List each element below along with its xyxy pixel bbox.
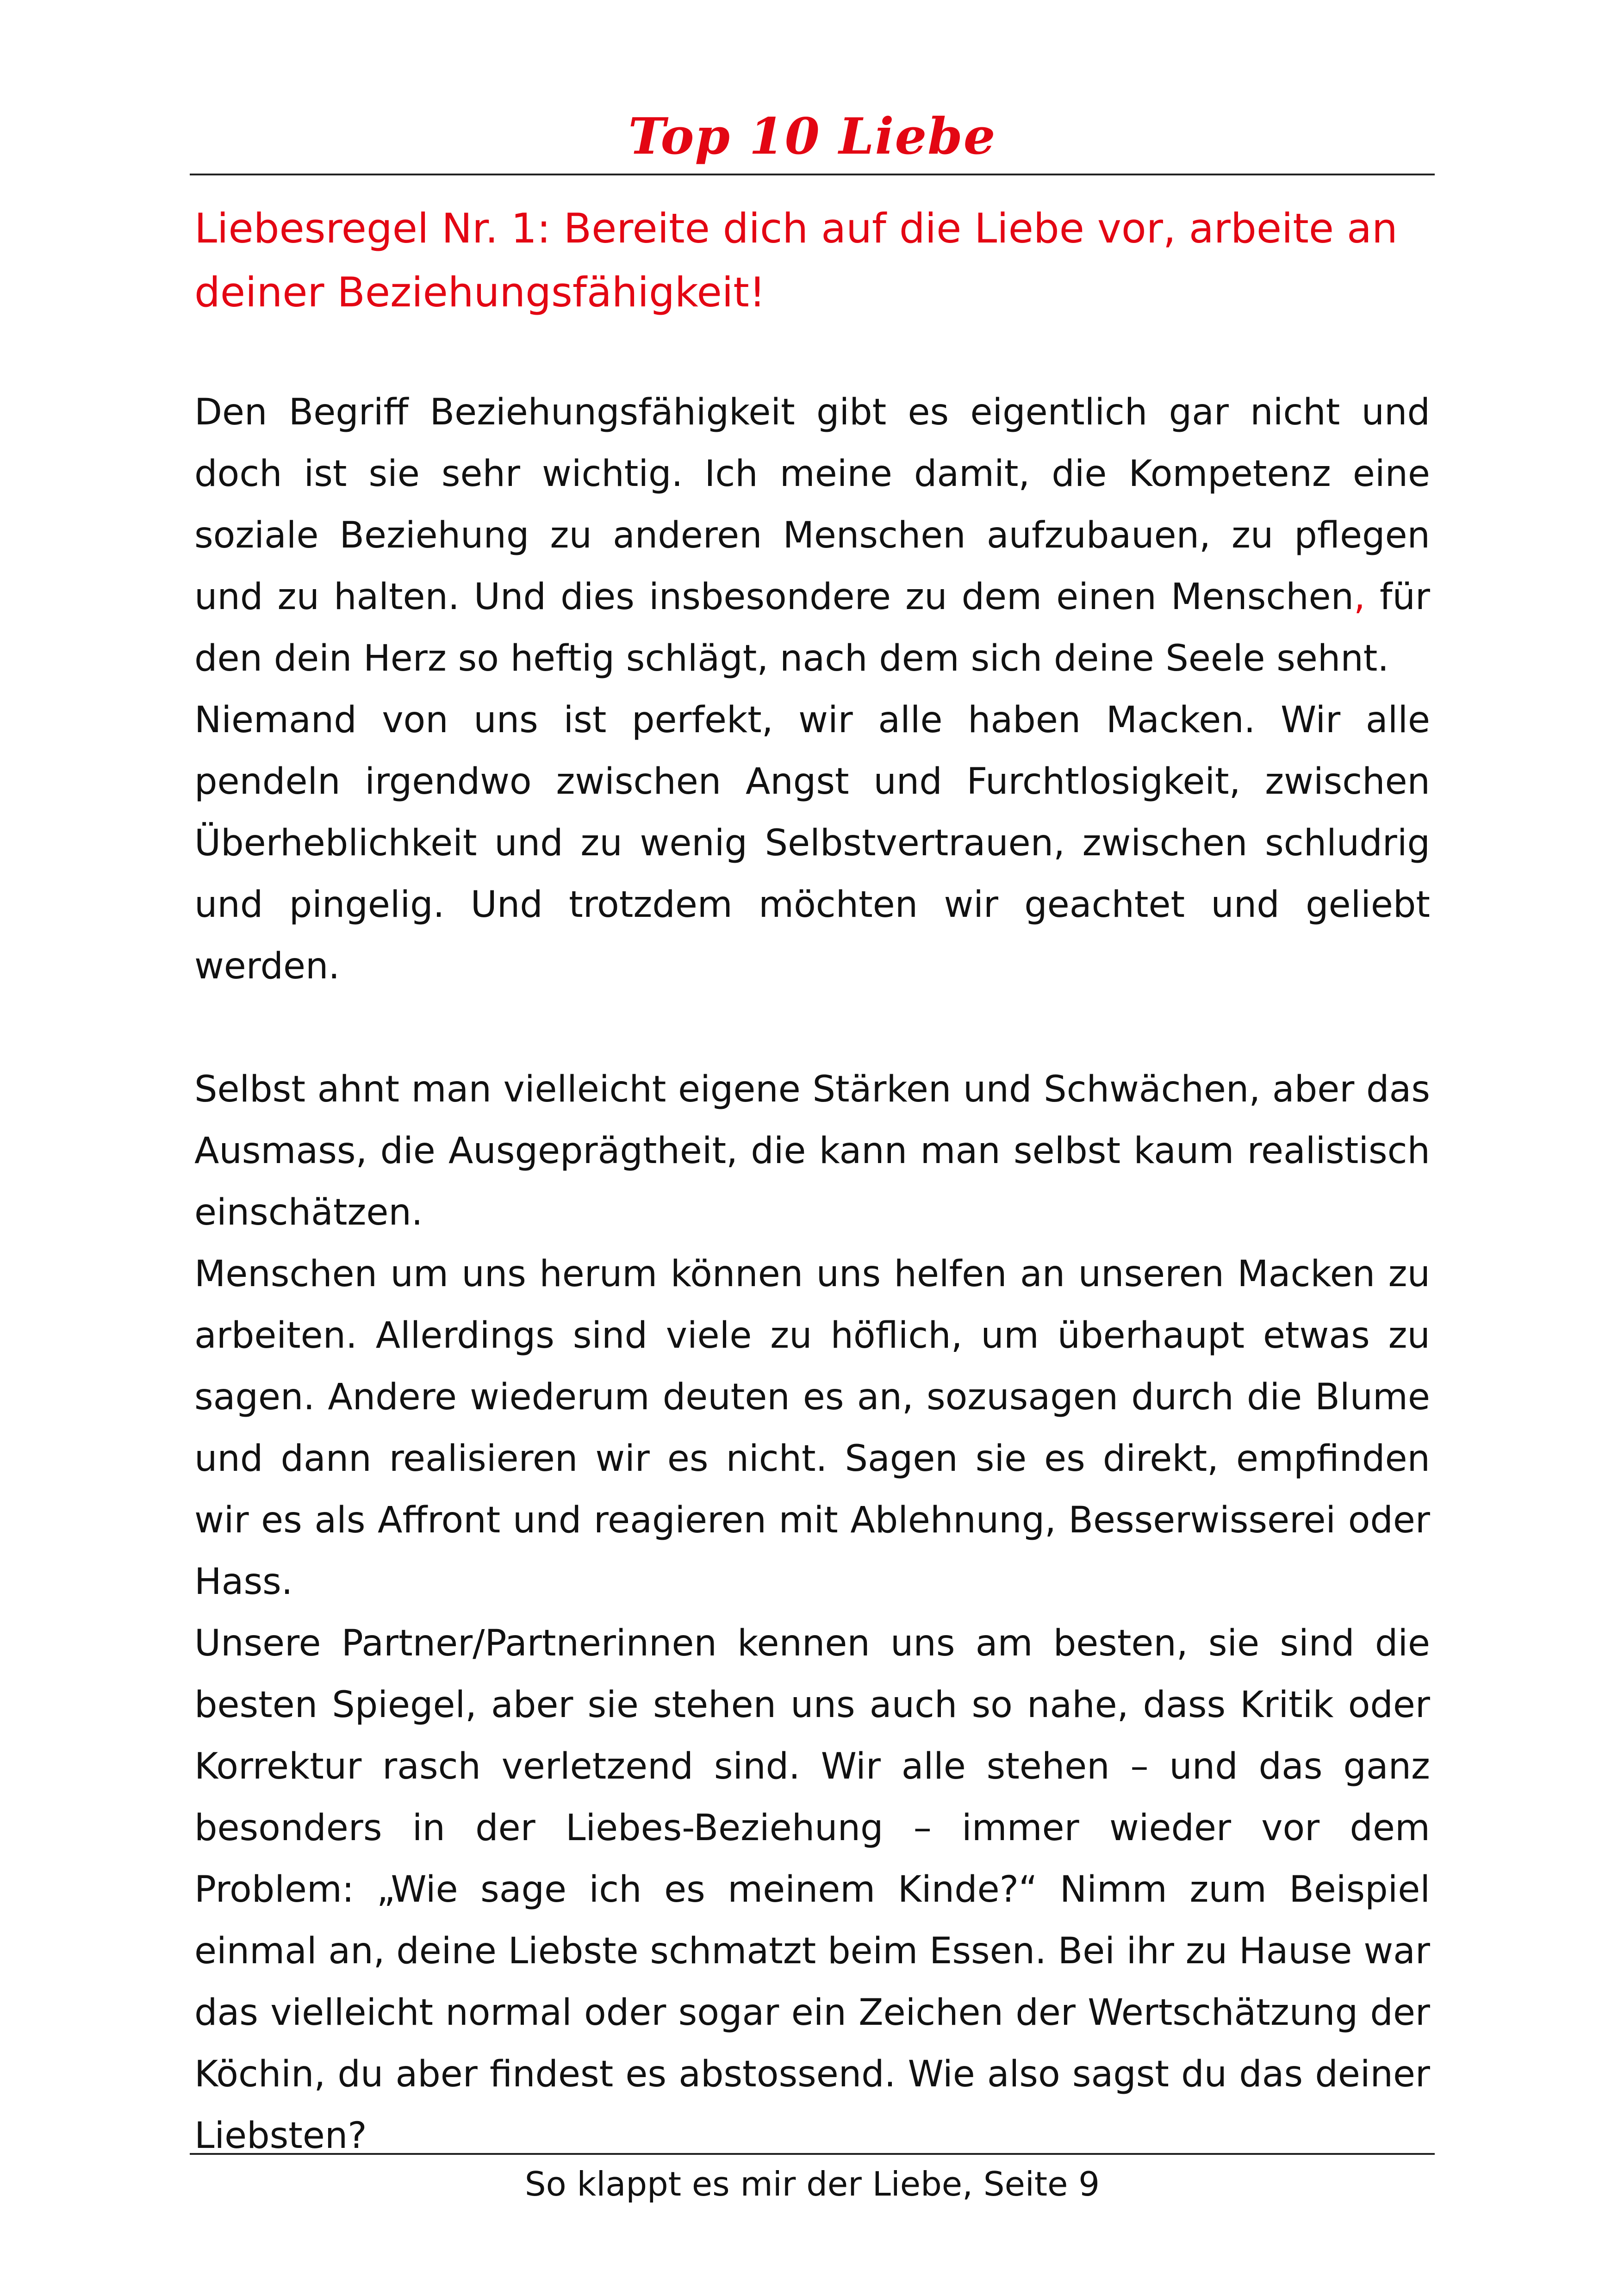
rule-heading: Liebesregel Nr. 1: Bereite dich auf die Liebe vor, arbeite an deiner Beziehungsfähigkeit! bbox=[194, 205, 1398, 316]
paragraph-partner-spiegel: Unsere Partner/Partnerinnen kennen uns am besten, sie sind die besten Spiegel, aber sie stehen uns auch so nahe, dass Kritik oder Korrektur rasch verletzend sind. Wir alle stehen – und das ganz besonders in der Liebes-Beziehung – immer wieder vor dem Problem: „Wie sage ich es meinem Kinde?“ Nimm zum Beispiel einmal an, deine Liebste schmatzt beim Essen. Bei ihr zu Hause war das vielleicht normal oder sogar ein Zeichen der Wertschätzung der Köchin, du aber findest es abstossend. Wie also sagst du das deiner Liebsten? bbox=[194, 1623, 1430, 2157]
paragraph-staerken-schwaechen: Selbst ahnt man vielleicht eigene Stärken und Schwächen, aber das Ausmass, die Ausgeprägtheit, die kann man selbst kaum realistisch einschätzen. bbox=[194, 1069, 1430, 1233]
header-title: Top 10 Liebe bbox=[628, 107, 996, 166]
highlighted-comma: , bbox=[1354, 576, 1365, 618]
paragraph-text: für den dein Herz so heftig schlägt, nach dem sich deine Seele sehnt. bbox=[194, 576, 1430, 679]
spacer bbox=[194, 997, 1430, 1059]
paragraph-beziehungsfaehigkeit bbox=[194, 382, 1430, 690]
page-content bbox=[194, 197, 1430, 2167]
paragraph-niemand-perfekt: Niemand von uns ist perfekt, wir alle haben Macken. Wir alle pendeln irgendwo zwischen Angst und Furchtlosigkeit, zwischen Überheblichkeit und zu wenig Selbstvertrauen, zwischen schludrig und pingelig. Und trotzdem möchten wir geachtet und geliebt werden. bbox=[194, 699, 1430, 987]
paragraph-text: Den Begriff Beziehungsfähigkeit gibt es eigentlich gar nicht und doch ist sie sehr wichtig. Ich meine damit, die Kompetenz eine soziale Beziehung zu anderen Menschen aufzubauen, zu pflegen und zu halten. Und dies insbesondere zu dem einen Menschen bbox=[194, 392, 1430, 618]
footer-page-label: So klappt es mir der Liebe, Seite 9 bbox=[524, 2165, 1100, 2203]
spacer bbox=[194, 324, 1430, 382]
paragraph-menschen-um-uns: Menschen um uns herum können uns helfen an unseren Macken zu arbeiten. Allerdings sind viele zu höflich, um überhaupt etwas zu sagen. Andere wiederum deuten es an, sozusagen durch die Blume und dann realisieren wir es nicht. Sagen sie es direkt, empfinden wir es als Affront und reagieren mit Ablehnung, Besserwisserei oder Hass. bbox=[194, 1253, 1430, 1603]
page-footer bbox=[190, 2153, 1435, 2209]
page-header bbox=[190, 100, 1435, 175]
